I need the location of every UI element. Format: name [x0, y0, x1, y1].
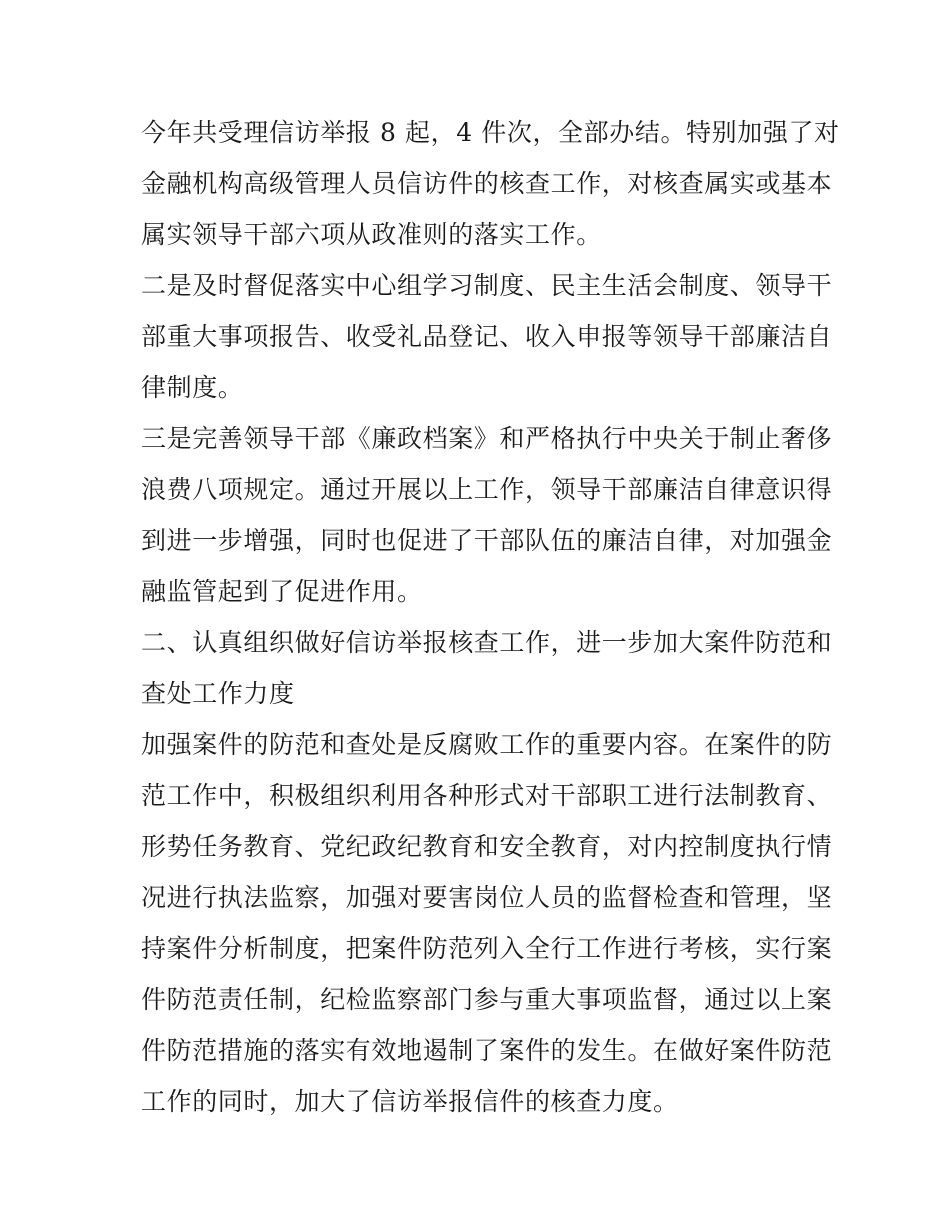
section-heading-line: 二、认真组织做好信访举报核查工作，进一步加大案件防范和: [141, 628, 833, 657]
text-line: 属实领导干部六项从政准则的落实工作。: [141, 220, 602, 249]
text-line: 件防范措施的落实有效地遏制了案件的发生。在做好案件防范: [141, 1036, 833, 1065]
text-line: 部重大事项报告、收受礼品登记、收入申报等领导干部廉洁自: [141, 322, 833, 351]
text-line: 律制度。: [141, 373, 244, 402]
text-line: 三是完善领导干部《廉政档案》和严格执行中央关于制止奢侈: [141, 424, 833, 453]
text-line: 今年共受理信访举报 8 起，4 件次，全部办结。特别加强了对: [141, 118, 840, 147]
text-line: 工作的同时，加大了信访举报信件的核查力度。: [141, 1087, 679, 1116]
text-line: 件防范责任制，纪检监察部门参与重大事项监督，通过以上案: [141, 985, 833, 1014]
text-line: 加强案件的防范和查处是反腐败工作的重要内容。在案件的防: [141, 730, 833, 759]
text-line: 形势任务教育、党纪政纪教育和安全教育，对内控制度执行情: [141, 832, 833, 861]
text-line: 范工作中，积极组织利用各种形式对干部职工进行法制教育、: [141, 781, 833, 810]
text-line: 二是及时督促落实中心组学习制度、民主生活会制度、领导干: [141, 271, 833, 300]
text-line: 况进行执法监察，加强对要害岗位人员的监督检查和管理，坚: [141, 883, 833, 912]
text-line: 持案件分析制度，把案件防范列入全行工作进行考核，实行案: [141, 934, 833, 963]
section-heading-line: 查处工作力度: [141, 679, 295, 708]
text-line: 金融机构高级管理人员信访件的核查工作，对核查属实或基本: [141, 169, 833, 198]
document-body: [141, 107, 840, 1127]
text-line: 到进一步增强，同时也促进了干部队伍的廉洁自律，对加强金: [141, 526, 833, 555]
text-line: 浪费八项规定。通过开展以上工作，领导干部廉洁自律意识得: [141, 475, 833, 504]
text-line: 融监管起到了促进作用。: [141, 577, 423, 606]
